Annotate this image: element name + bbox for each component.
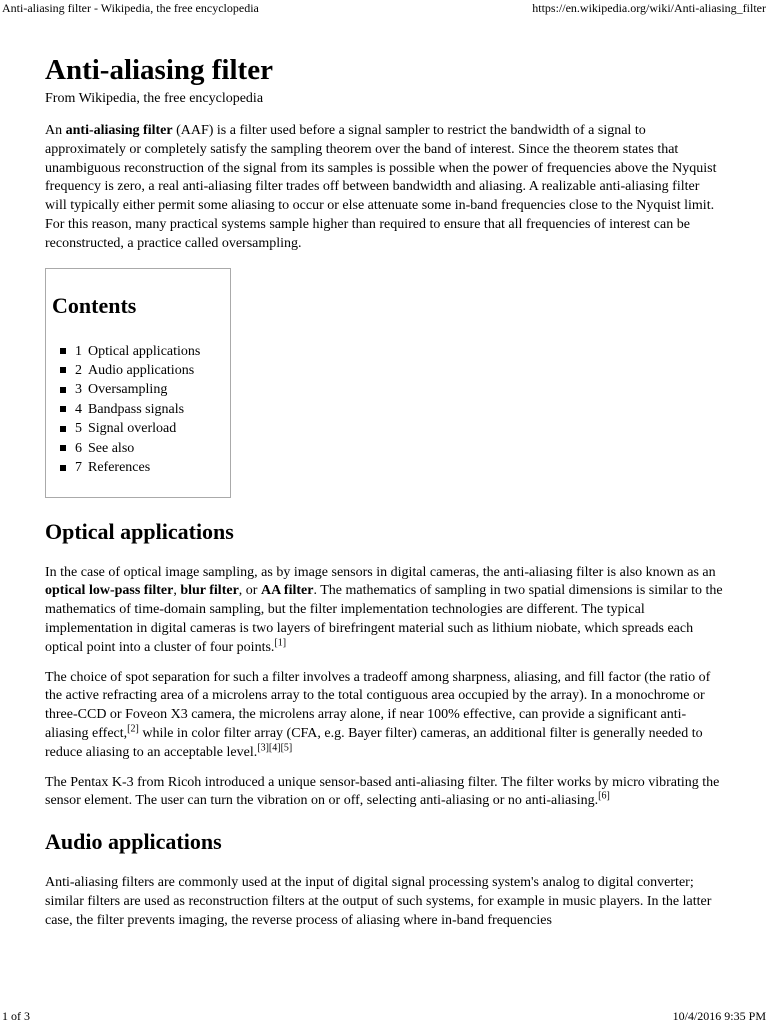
print-footer (0, 1008, 768, 1024)
section-heading-audio-applications: Audio applications (45, 829, 222, 855)
bullet-icon (60, 426, 66, 432)
bullet-icon (60, 387, 66, 393)
print-header (0, 0, 768, 16)
toc-item-see-also[interactable]: 6 See also (75, 439, 200, 458)
optical-paragraph-1: In the case of optical image sampling, as by image sensors in digital cameras, the anti-aliasing filter is also known as an optical low-pass filter, blur filter, or AA filter. The mathematics of sampling in two spatial dimensions is similar to the mathematics of time-domain sampling, but the filter implementation technologies are different. The typical implementation in digital cameras is two layers of birefringent material such as lithium niobate, which spreads each optical point into a cluster of four points.[1] (45, 564, 723, 655)
page-counter: 1 of 3 (2, 1009, 30, 1023)
bullet-icon (60, 367, 66, 373)
article-content (45, 50, 723, 942)
citation-5[interactable]: [5] (280, 742, 293, 754)
intro-paragraph: An anti-aliasing filter (AAF) is a filter used before a signal sampler to restrict the bandwidth of a signal to approximately or completely satisfy the sampling theorem over the band of interest. Since the theorem states that unambiguous reconstruction of the signal from its samples is possible when the power of frequencies above the Nyquist frequency is zero, a real anti-aliasing filter trades off between bandwidth and aliasing. A realizable anti-aliasing filter will typically either permit some aliasing to occur or else attenuate some in-band frequencies close to the Nyquist limit. For this reason, many practical systems sample higher than required to ensure that all frequencies of interest can be reconstructed, a practice called oversampling. (45, 123, 717, 251)
citation-2[interactable]: [2] (127, 723, 139, 735)
toc-item-signal-overload[interactable]: 5 Signal overload (75, 419, 200, 438)
toc-item-references[interactable]: 7 References (75, 458, 200, 477)
citation-1[interactable]: [1] (274, 637, 287, 649)
citation-3[interactable]: [3] (257, 742, 269, 754)
optical-paragraph-2: The choice of spot separation for such a filter involves a tradeoff among sharpness, aliasing, and fill factor (the ratio of the active refracting area of a microlens array to the total contiguous area occupied by the array). In a monochrome or three-CCD or Foveon X3 camera, the microlens array alone, if near 100% effective, can provide a significant anti-aliasing effect,[2] while in color filter array (CFA, e.g. Bayer filter) cameras, an additional filter is generally needed to reduce aliasing to an acceptable level.[3][4][5] (45, 669, 711, 760)
audio-paragraph-1: Anti-aliasing filters are commonly used at the input of digital signal processing system's analog to digital converter; similar filters are used as reconstruction filters at the output of such systems, for example in music players. In the latter case, the filter prevents imaging, the reverse process of aliasing where in-band frequencies (45, 875, 712, 928)
toc-list (75, 342, 200, 478)
term-aa-filter: AA filter (260, 583, 314, 599)
term-optical-low-pass-filter: optical low-pass filter (45, 583, 174, 599)
toc-title: Contents (52, 292, 137, 318)
section-heading-optical-applications: Optical applications (45, 518, 234, 544)
term-anti-aliasing-filter: anti-aliasing filter (65, 123, 173, 138)
print-page-url[interactable]: https://en.wikipedia.org/wiki/Anti-aliasing_filter (532, 1, 766, 15)
page-title: Anti-aliasing filter (45, 54, 273, 86)
print-datetime: 10/4/2016 9:35 PM (672, 1009, 766, 1023)
citation-4[interactable]: [4] (268, 742, 281, 754)
term-blur-filter: blur filter (180, 583, 239, 599)
toc-item-oversampling[interactable]: 3 Oversampling (75, 380, 200, 399)
toc-item-audio-applications[interactable]: 2 Audio applications (75, 361, 200, 380)
citation-6[interactable]: [6] (598, 790, 610, 802)
optical-paragraph-3: The Pentax K-3 from Ricoh introduced a unique sensor-based anti-aliasing filter. The filter works by micro vibrating the sensor element. The user can turn the vibration on or off, selecting anti-aliasing or no anti-aliasing.[6] (45, 774, 720, 809)
toc-item-optical-applications[interactable]: 1 Optical applications (75, 342, 200, 361)
toc-item-bandpass-signals[interactable]: 4 Bandpass signals (75, 400, 200, 419)
bullet-icon (60, 445, 66, 451)
print-page-title: Anti-aliasing filter - Wikipedia, the free encyclopedia (2, 1, 259, 15)
site-tagline: From Wikipedia, the free encyclopedia (45, 91, 264, 106)
bullet-icon (60, 348, 66, 354)
bullet-icon (60, 406, 66, 412)
bullet-icon (60, 465, 66, 471)
table-of-contents (45, 268, 231, 498)
